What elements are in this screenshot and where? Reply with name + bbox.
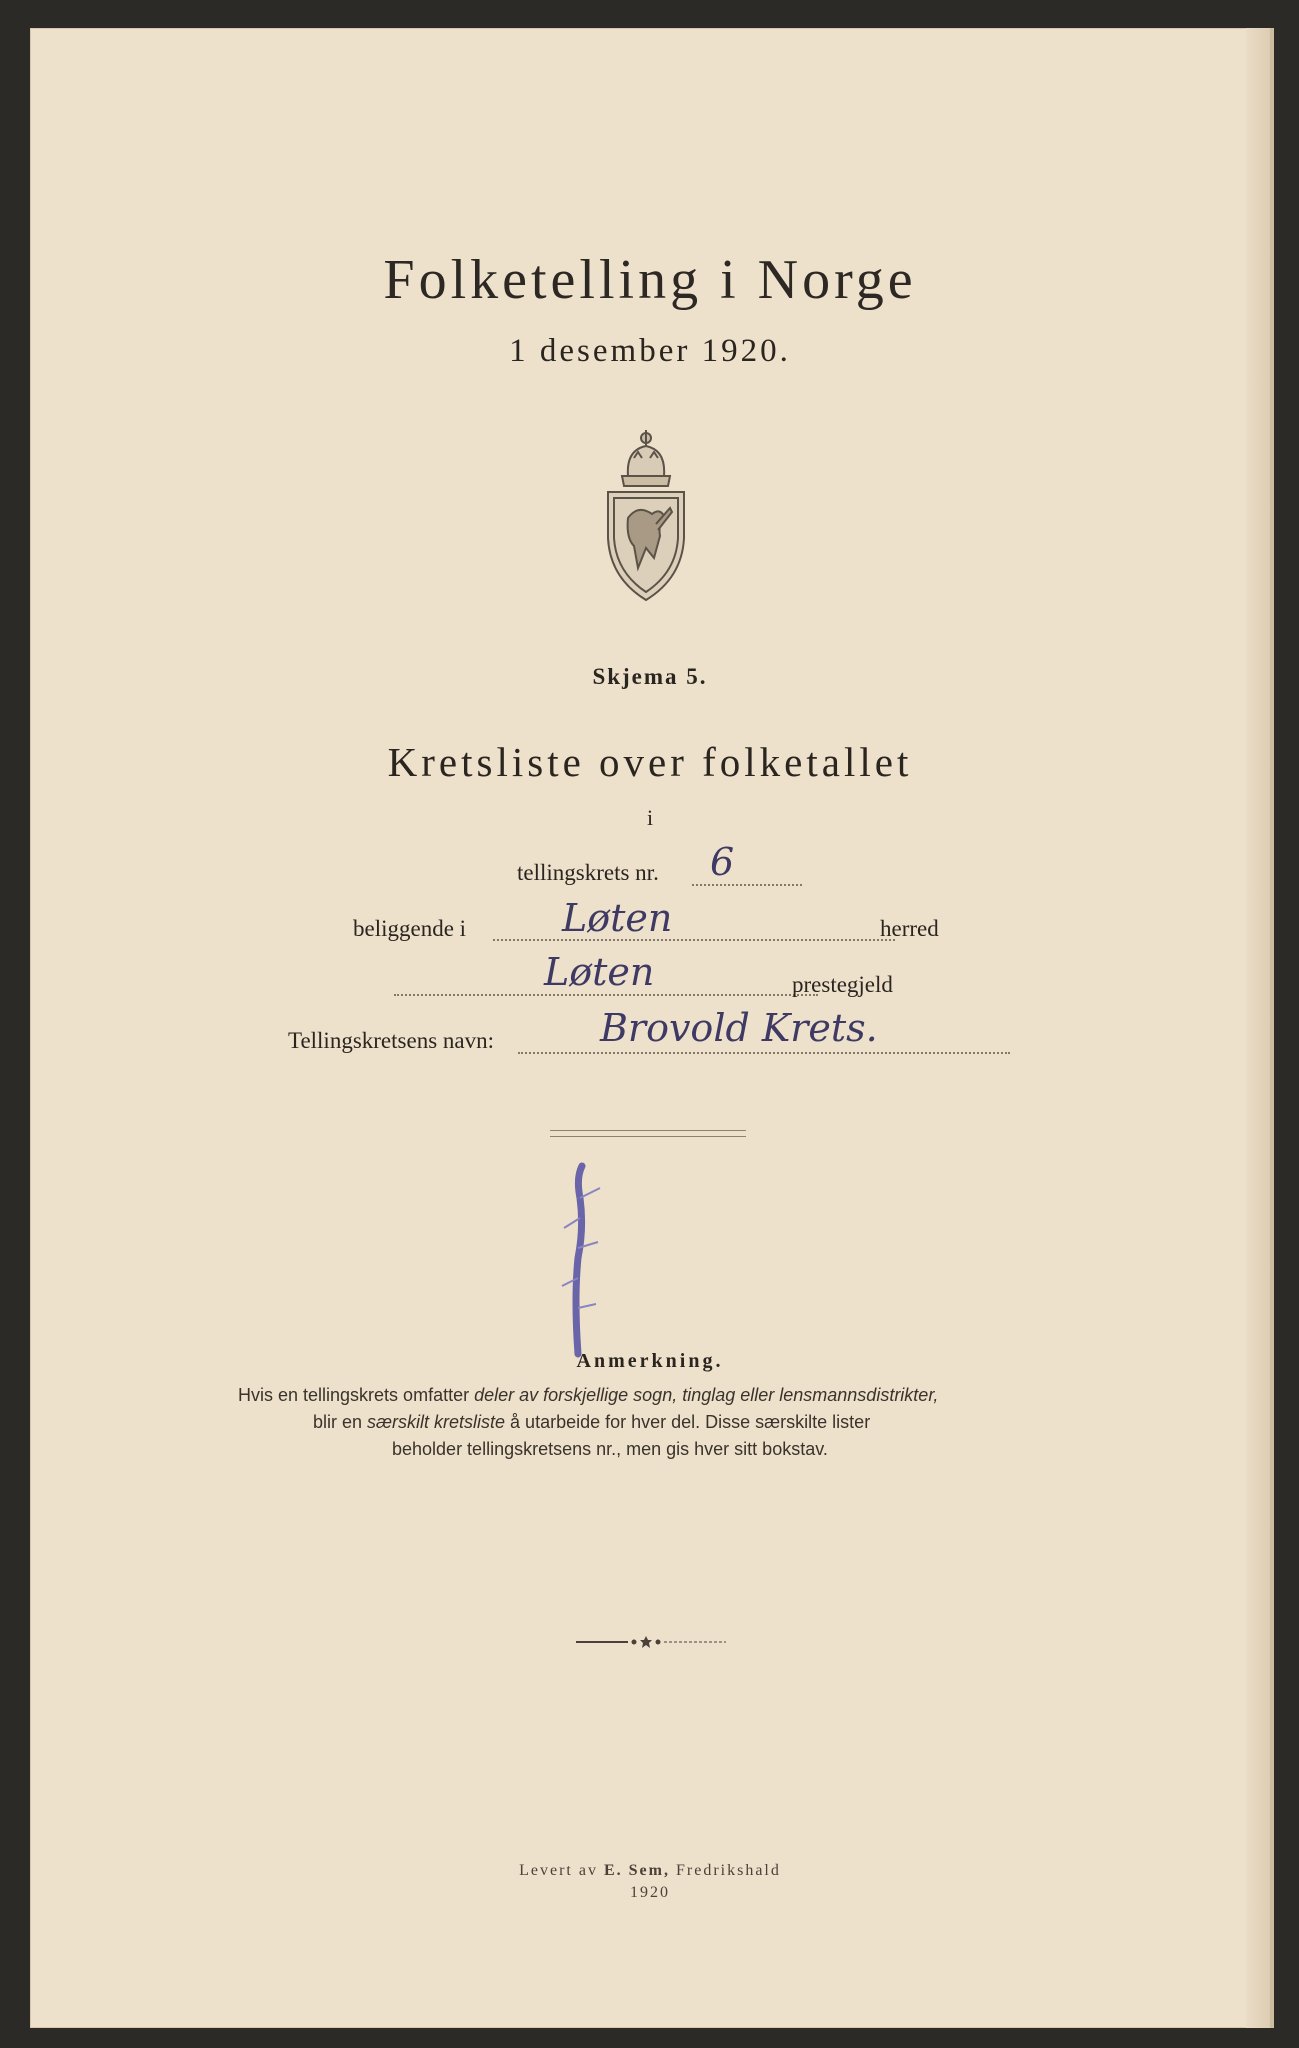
note-line-1-italic: deler av forskjellige sogn, tinglag eller lensmannsdistrikter,: [474, 1385, 939, 1405]
district-number-value: 6: [710, 840, 735, 884]
norwegian-coat-of-arms-icon: [598, 428, 694, 603]
note-line-2-end: å utarbeide for hver del. Disse særskilte lister: [505, 1412, 871, 1432]
district-number-line: [692, 884, 802, 886]
form-heading: Kretsliste over folketallet: [387, 739, 913, 785]
parish-label: prestegjeld: [792, 972, 893, 997]
census-form-page: [30, 28, 1270, 2028]
printer-name: E. Sem,: [603, 1862, 670, 1879]
district-name-label: Tellingskretsens navn:: [288, 1028, 494, 1053]
census-date: 1 desember 1920.: [509, 333, 791, 369]
district-number-label: tellingskrets nr.: [517, 860, 659, 885]
printer-city: Fredrikshald: [669, 1862, 781, 1879]
note-line-2-italic: særskilt kretsliste: [367, 1412, 506, 1432]
page-edge: [1246, 28, 1270, 2028]
printer-line: [30, 1862, 1270, 1880]
note-heading: Anmerkning.: [576, 1350, 724, 1372]
divider-rule: [550, 1130, 746, 1137]
district-name-line: [518, 1052, 1010, 1054]
note-line-1: [238, 1385, 938, 1406]
note-line-2-start: blir en: [313, 1412, 368, 1432]
handwritten-mark-icon: [550, 1158, 610, 1358]
schema-number: Skjema 5.: [592, 664, 708, 689]
printer-year: 1920: [630, 1884, 670, 1901]
ornament-divider-icon: [576, 1635, 726, 1649]
note-line-1-start: Hvis en tellingskrets omfatter: [238, 1385, 475, 1405]
district-name-value: Brovold Krets.: [600, 1006, 878, 1050]
connector-word: i: [646, 805, 654, 830]
printer-prefix: Levert av: [519, 1862, 604, 1879]
located-in-label: beliggende i: [353, 916, 467, 941]
herred-label: herred: [880, 916, 939, 941]
parish-value: Løten: [544, 950, 655, 994]
note-line-3: beholder tellingskretsens nr., men gis hver sitt bokstav.: [392, 1439, 828, 1459]
note-line-2: [313, 1412, 870, 1433]
form-title: Folketelling i Norge: [383, 249, 917, 311]
herred-line: [493, 939, 895, 941]
herred-value: Løten: [562, 896, 673, 940]
parish-line: [394, 994, 818, 996]
